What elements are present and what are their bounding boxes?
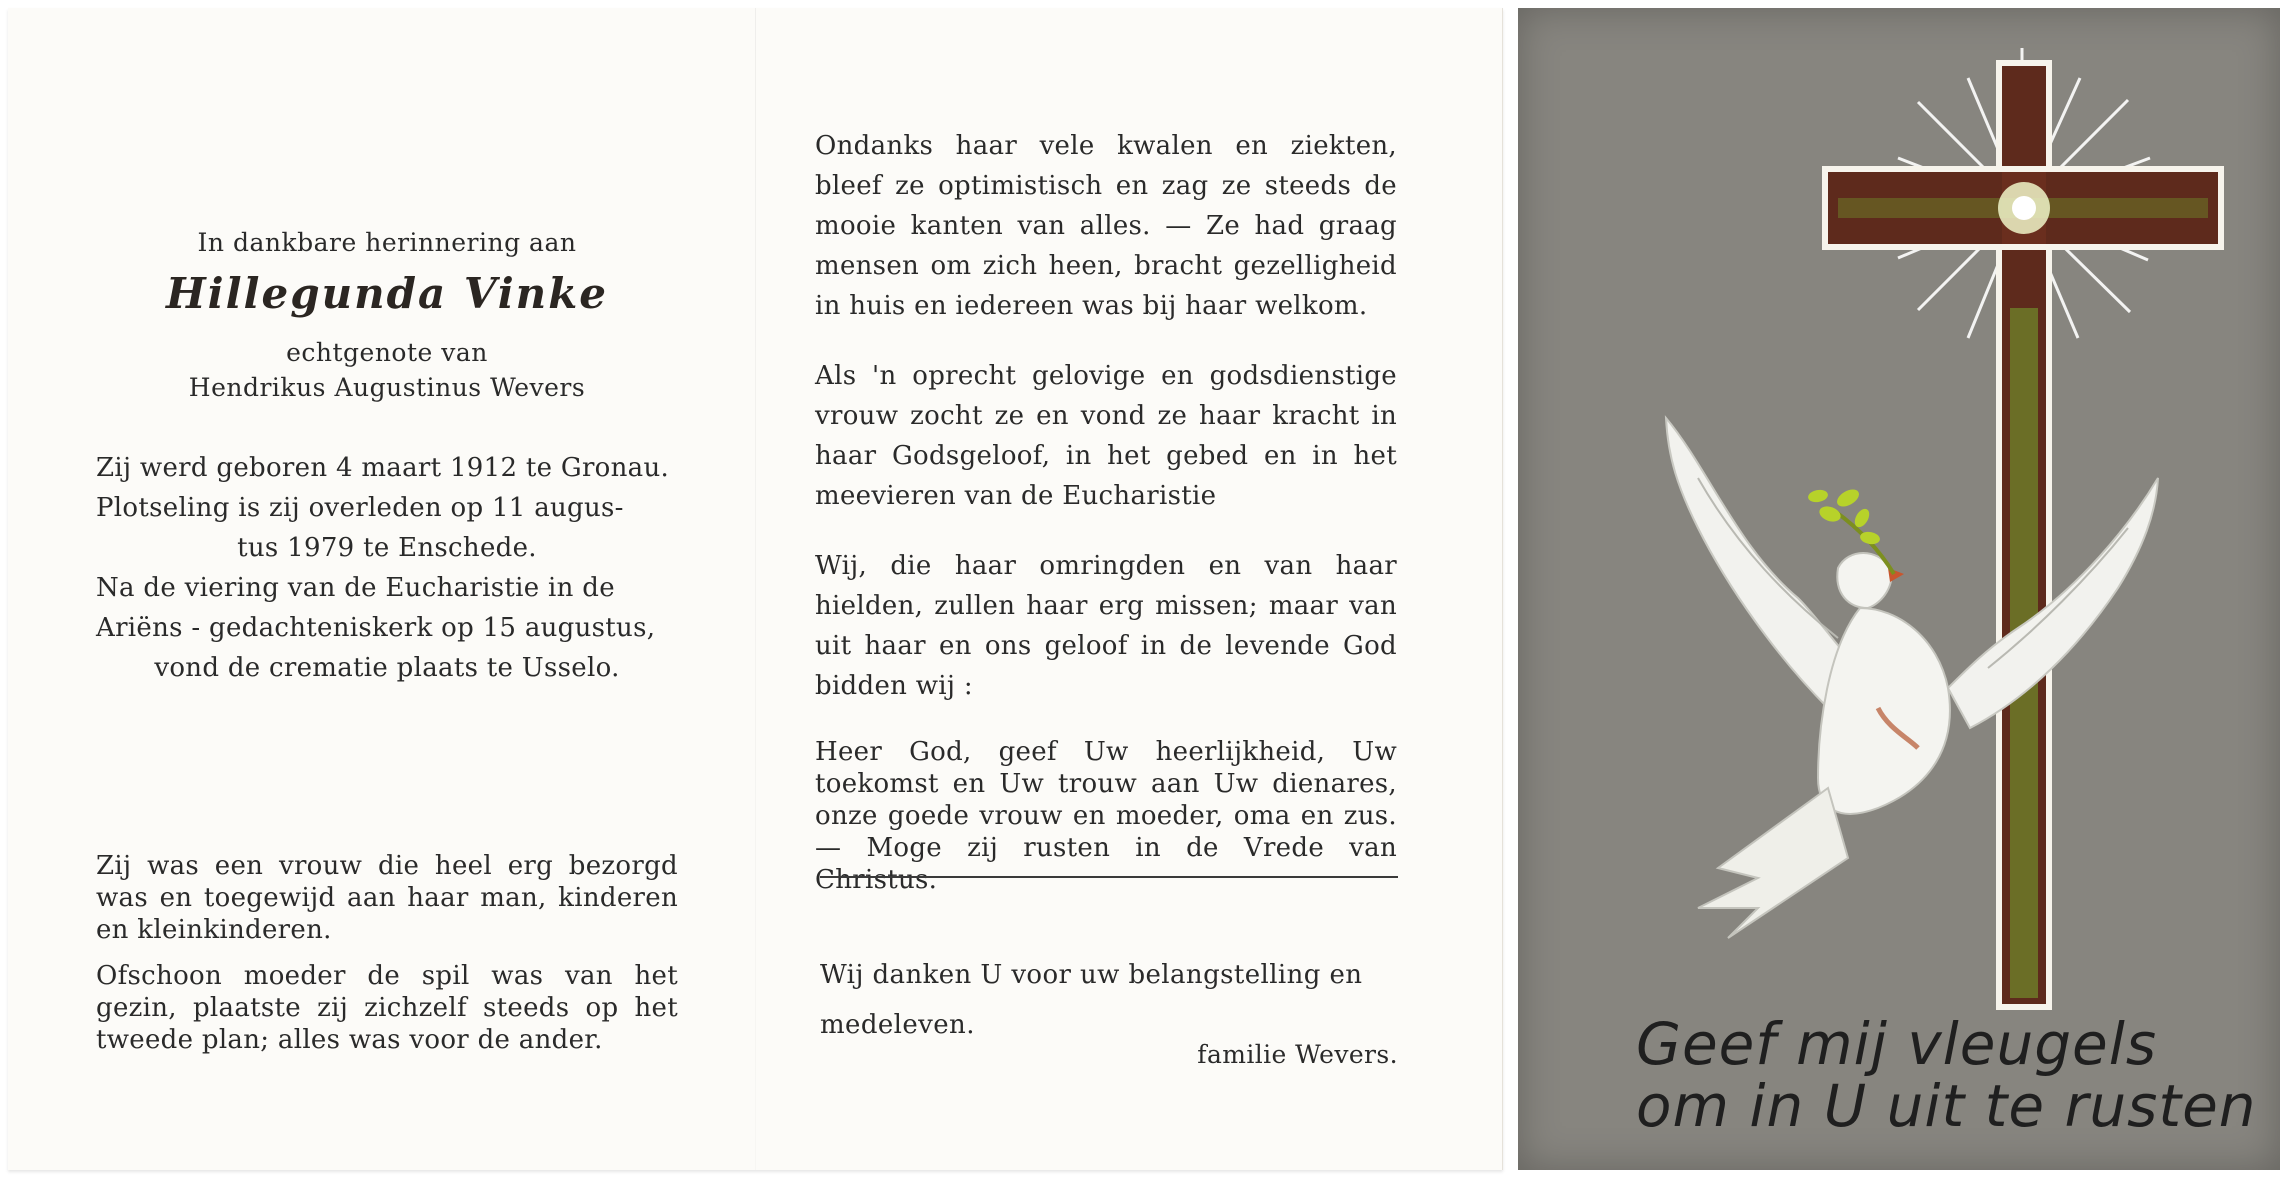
right-page-text — [815, 126, 1397, 896]
bio-line: Ariëns - gedachteniskerk op 15 augustus, — [96, 613, 656, 643]
spouse-label: echtgenote van — [286, 338, 488, 367]
bio-line: vond de crematie plaats te Usselo. — [154, 653, 620, 683]
intro-text: In dankbare herinnering aan — [197, 228, 577, 257]
character-paragraph: Zij was een vrouw die heel erg bezorgd was en toegewijd aan haar man, kinderen en kleinkinderen. — [96, 851, 678, 945]
left-page-header — [96, 228, 678, 408]
bio-line: Plotseling is zij overleden op 11 augus- — [96, 493, 624, 523]
deceased-name: Hillegunda Vinke — [165, 269, 609, 318]
thanks-text — [820, 950, 1398, 1050]
cross-and-dove-illustration — [1518, 8, 2280, 1170]
motto-line: Geef mij vleugels — [1636, 1010, 2158, 1078]
spouse-name: Hendrikus Augustinus Wevers — [188, 373, 586, 402]
motto-text — [1636, 1010, 2257, 1140]
character-description — [96, 850, 678, 1056]
bio-line: Na de viering van de Eucharistie in de — [96, 573, 615, 603]
bio-line: Zij werd geboren 4 maart 1912 te Gronau. — [96, 453, 670, 483]
front-card-illustration — [1518, 8, 2280, 1170]
character-paragraph: Ofschoon moeder de spil was van het gezin, plaatste zij zichzelf steeds op het tweede plan; alles was voor de ander. — [96, 961, 678, 1055]
bio-line: tus 1979 te Enschede. — [237, 533, 537, 563]
dove-icon — [1666, 418, 2158, 938]
thanks-line: Wij danken U voor uw belangstelling en medeleven. — [820, 960, 1363, 1040]
page-fold — [755, 8, 756, 1170]
prayer-text: Heer God, geef Uw heerlijkheid, Uw toekomst en Uw trouw aan Uw dienares, onze goede vrouw en moeder, oma en zus. — Moge zij rusten in de Vrede van Christus. — [815, 737, 1397, 895]
text-paragraph: Ondanks haar vele kwalen en ziekten, bleef ze optimistisch en zag ze steeds de mooie kanten van alles. — Ze had graag mensen om zich heen, bracht gezelligheid in huis en iedereen was bij haar welkom. — [815, 131, 1397, 321]
family-signature: familie Wevers. — [1197, 1040, 1398, 1069]
divider-line — [820, 876, 1398, 878]
text-paragraph: Wij, die haar omringden en van haar hielden, zullen haar erg missen; maar van uit haar en ons geloof in de levende God bidden wij : — [815, 551, 1397, 701]
motto-line: om in U uit te rusten — [1636, 1072, 2257, 1140]
biography — [96, 448, 678, 688]
text-paragraph: Als 'n oprecht gelovige en godsdienstige vrouw zocht ze en vond ze haar kracht in haar Godsgeloof, in het gebed en in het meevieren van de Eucharistie — [815, 361, 1397, 511]
